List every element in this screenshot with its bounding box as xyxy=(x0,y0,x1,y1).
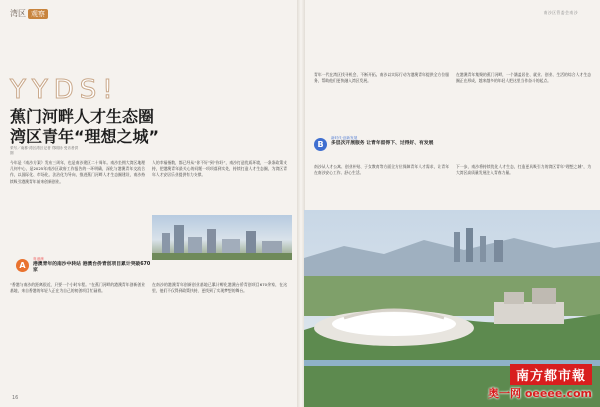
site-watermark: 奥一网 oeeee.com xyxy=(488,387,592,400)
left-page xyxy=(0,0,298,407)
paragraph: “香港与南沙的距离很近，只要一个小时车程。”在蕉门河畔的港澳青年创新创业基地，来自香港的年轻人正在为自己的初创项目忙碌着。 xyxy=(10,282,145,294)
section-b-tag: 新时代·创新发展 xyxy=(331,136,358,140)
headline-line-2: 湾区青年“理想之城” xyxy=(10,127,160,146)
page-number: 16 xyxy=(12,395,19,401)
section-a-heading xyxy=(16,257,151,277)
paragraph: 今年是《南沙方案》发布三周年，也是南沙建区二十周年。南沙坐拥大湾区地理几何中心，是2025年南沙区政府工作报告的一环明确，深化与港澳青年交流合作，以国际化、市场化、法治化为导向，推进蕉门河畔人才生态圈建设，南沙持续吸引港澳青年前来创新创业。 xyxy=(10,160,145,184)
right-body-col-2 xyxy=(456,72,591,84)
section-tag xyxy=(10,8,48,19)
right-page xyxy=(304,0,600,407)
section-tag-text: 湾区 xyxy=(10,9,26,18)
headline-line-1: 蕉门河畔人才生态圈 xyxy=(10,107,155,126)
yyds-heading: YYDS! xyxy=(10,75,119,105)
paragraph: 在港澳青年集聚的蕉门河畔，一个涵盖居住、就业、创业、生活的综合人才生态圈正在形成，越来越多的年轻人把这里当作奋斗的起点。 xyxy=(456,72,591,84)
cityscape-illustration xyxy=(152,215,292,260)
section-a-badge: A xyxy=(16,259,29,272)
newspaper-masthead: 南方都市報 xyxy=(510,364,592,385)
left-body-col-2 xyxy=(152,160,287,179)
right-body-col-4 xyxy=(456,164,591,176)
section-a-tag: 粤港澳 xyxy=(33,257,44,261)
section-a-title: 港澳青年的南沙中转站 港澳台侨青创项目累计突破670家 xyxy=(33,262,151,273)
paragraph: 在南沙的港澳青年创新创业基地已累计孵化港澳台侨青创项目670余家，在这里，他们不仅得到政策扶持，更找到了实现梦想的舞台。 xyxy=(152,282,287,294)
section-b-badge: B xyxy=(314,138,327,151)
paragraph: 人的幸福指数，都已经从“你不好”到“你好”，南沙打造优质环境，一条条政策支持，把港澳青年最关心的问题一项项落到实处，持续打造人才生态圈，为湾区青年人才安居乐业提供有力支撑。 xyxy=(152,160,287,178)
left-photo xyxy=(152,215,292,260)
paragraph: 南沙从人才公寓、创业补贴、子女教育等方面全方位保障青年人才需求，让青年在南沙安心工作、舒心生活。 xyxy=(314,164,449,176)
right-body-col-1 xyxy=(314,72,449,84)
section-b-title: 多层次开展服务 让青年留得下、过得好、有发展 xyxy=(331,141,434,146)
left-body-col-1 xyxy=(10,160,145,185)
paragraph: 下一步，南沙将持续优化人才生态，打造更具吸引力的湾区青年“理想之城”，为大湾区高质量发展注入青春力量。 xyxy=(456,164,591,176)
left-body-col-4 xyxy=(152,282,287,294)
paragraph: 青年一代在湾区找寻机会，不断开拓。南沙以实际行动为港澳青年提供全方位服务，帮助他们更快融入湾区发展。 xyxy=(314,72,449,84)
running-head: 南沙区管委会南沙 xyxy=(543,10,578,15)
right-body-col-3 xyxy=(314,164,449,176)
byline: 采写／南都·湾区湾区记者 郑明扬 受访者供图 xyxy=(10,146,79,155)
section-b-heading xyxy=(314,136,454,160)
section-tag-box: 观察 xyxy=(28,9,48,19)
left-body-col-3 xyxy=(10,282,145,294)
